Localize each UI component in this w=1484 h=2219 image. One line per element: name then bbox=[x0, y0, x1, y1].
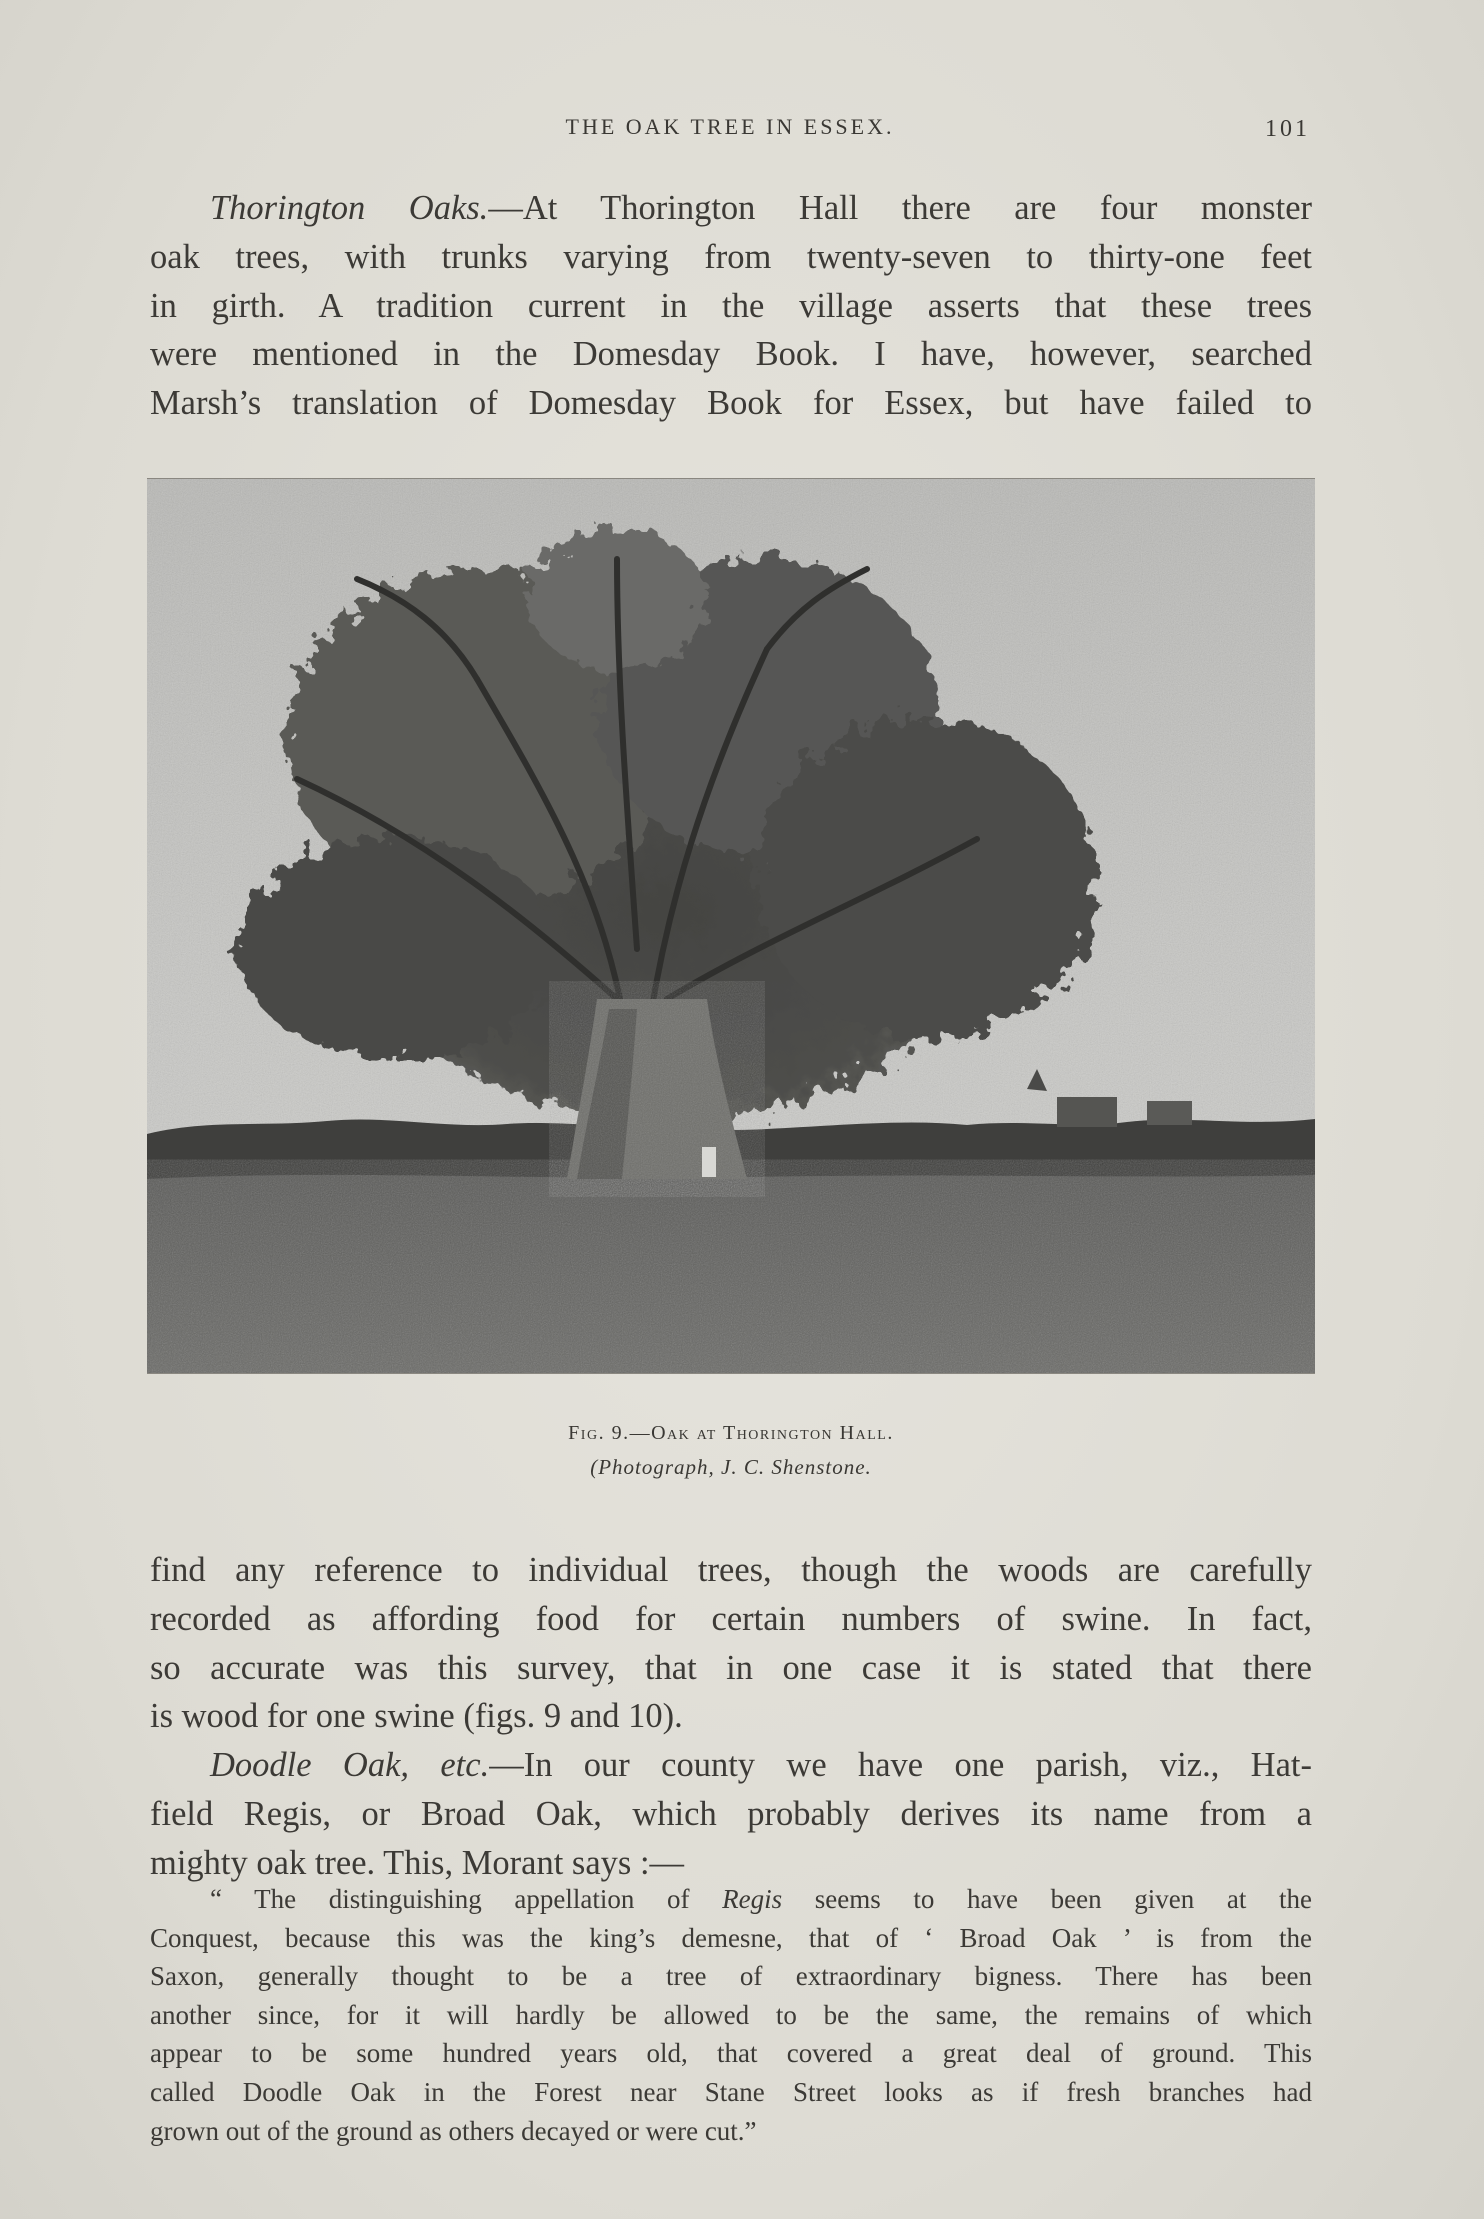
text-line: field Regis, or Broad Oak, which probably derives its name from a bbox=[150, 1794, 1312, 1833]
text-line: Thorington Oaks.—At Thorington Hall there are four monster bbox=[210, 189, 1312, 227]
text-line: “ The distinguishing appellation of Regis seems to have been given at the bbox=[210, 1884, 1312, 1914]
text-line: were mentioned in the Domesday Book. I have, however, searched bbox=[150, 335, 1312, 374]
page-number: 101 bbox=[1265, 116, 1310, 142]
paragraph-lead: Thorington Oaks. bbox=[210, 189, 489, 227]
text-line: another since, for it will hardly be allowed to be the same, the remains of which bbox=[150, 1999, 1312, 2030]
text-line: Marsh’s translation of Domesday Book for Essex, but have failed to bbox=[150, 384, 1312, 423]
paragraph-thorington-oaks bbox=[150, 184, 1312, 428]
text-line: appear to be some hundred years old, that covered a great deal of ground. This bbox=[150, 2038, 1312, 2069]
paragraph-lead: Doodle Oak, etc. bbox=[210, 1746, 490, 1785]
text-line: Conquest, because this was the king’s demesne, that of ‘ Broad Oak ’ is from the bbox=[150, 1922, 1312, 1953]
morant-quotation bbox=[150, 1880, 1312, 2150]
text-line: Saxon, generally thought to be a tree of extraordinary bigness. There has been bbox=[150, 1961, 1312, 1992]
figure-credit: (Photograph, J. C. Shenstone. bbox=[590, 1455, 872, 1479]
text-line: mighty oak tree. This, Morant says :— bbox=[150, 1843, 685, 1882]
oak-tree-photograph bbox=[147, 478, 1315, 1374]
text-line: called Doodle Oak in the Forest near Stane Street looks as if fresh branches had bbox=[150, 2076, 1312, 2107]
running-head bbox=[150, 114, 1310, 148]
figure-caption: Fig. 9.—Oak at Thorington Hall. bbox=[568, 1422, 894, 1444]
text-line: in girth. A tradition current in the village asserts that these trees bbox=[150, 286, 1312, 325]
oak-tree-illustration bbox=[147, 479, 1315, 1373]
text-line: find any reference to individual trees, though the woods are carefully bbox=[150, 1551, 1312, 1589]
text-line: oak trees, with trunks varying from twenty-seven to thirty-one feet bbox=[150, 237, 1312, 276]
running-title: THE OAK TREE IN ESSEX. bbox=[565, 114, 895, 139]
text-line: recorded as affording food for certain numbers of swine. In fact, bbox=[150, 1599, 1312, 1638]
paragraph-continuation bbox=[150, 1546, 1312, 1888]
text-line: is wood for one swine (figs. 9 and 10). bbox=[150, 1697, 683, 1736]
text-line: so accurate was this survey, that in one case it is stated that there bbox=[150, 1648, 1312, 1687]
text-line: grown out of the ground as others decayed or were cut.” bbox=[150, 2115, 757, 2146]
text-line: Doodle Oak, etc.—In our county we have one parish, viz., Hat- bbox=[210, 1746, 1312, 1785]
